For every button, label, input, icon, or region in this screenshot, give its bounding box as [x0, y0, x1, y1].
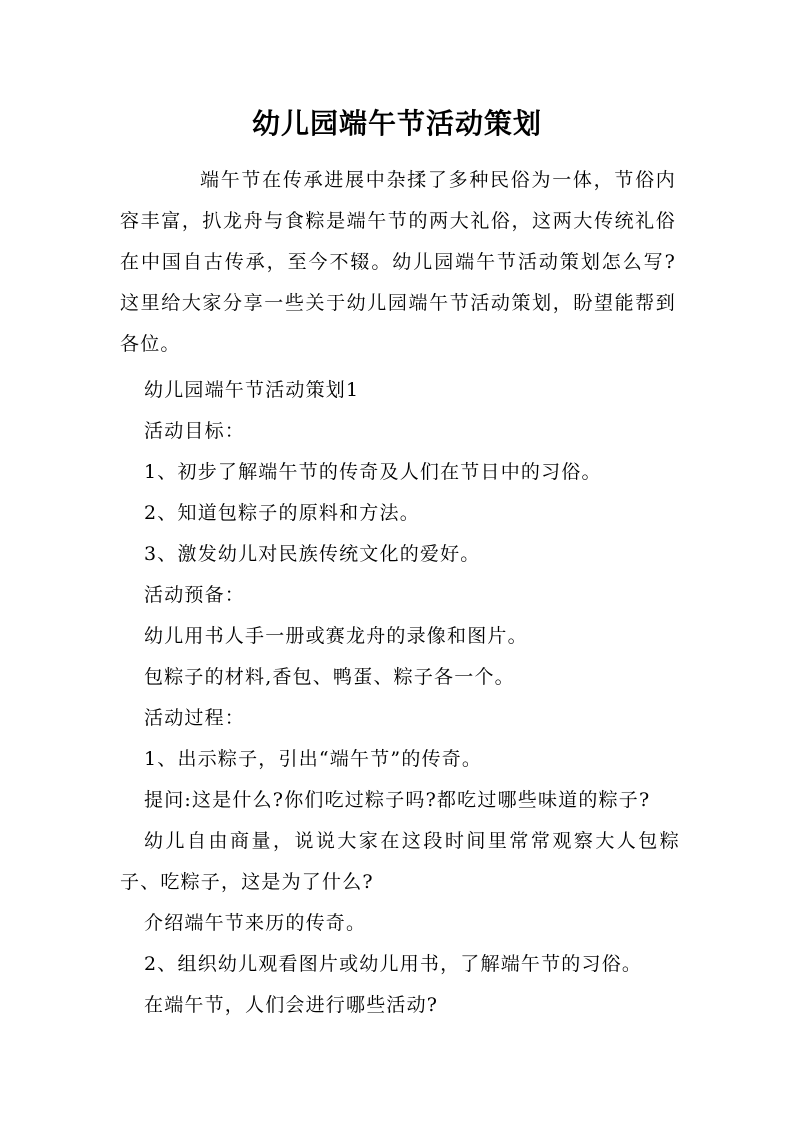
paragraph: 活动过程：	[144, 707, 246, 729]
paragraph: 3、激发幼儿对民族传统文化的爱好。	[144, 543, 481, 565]
document-body	[120, 370, 680, 1026]
paragraph: 介绍端午节来历的传奇。	[144, 912, 367, 934]
paragraph: 在端午节，人们会进行哪些活动?	[144, 994, 439, 1016]
section-heading: 幼儿园端午节活动策划1	[144, 379, 360, 401]
paragraph: 幼儿自由商量，说说大家在这段时间里常常观察大人包粽子、吃粽子，这是为了什么?	[120, 830, 680, 893]
paragraph: 1、初步了解端午节的传奇及人们在节日中的习俗。	[144, 461, 602, 483]
paragraph: 2、知道包粽子的原料和方法。	[144, 502, 420, 524]
document-title: 幼儿园端午节活动策划	[251, 107, 542, 140]
intro-paragraph: 端午节在传承进展中杂揉了多种民俗为一体，节俗内容丰富，扒龙舟与食粽是端午节的两大礼俗，这两大传统礼俗在中国自古传承，至今不辍。幼儿园端午节活动策划怎么写?这里给大家分享一些关于幼儿园端午节活动策划，盼望能帮到各位。	[120, 169, 676, 355]
paragraph: 包粽子的材料,香包、鸭蛋、粽子各一个。	[144, 666, 515, 688]
paragraph: 活动目标：	[144, 420, 246, 442]
paragraph: 活动预备：	[144, 584, 246, 606]
paragraph: 提问:这是什么?你们吃过粽子吗?都吃过哪些味道的粽子?	[144, 789, 651, 811]
paragraph: 2、组织幼儿观看图片或幼儿用书，了解端午节的习俗。	[144, 953, 643, 975]
paragraph: 幼儿用书人手一册或赛龙舟的录像和图片。	[144, 625, 528, 647]
paragraph: 1、出示粽子，引出“端午节”的传奇。	[144, 748, 483, 770]
